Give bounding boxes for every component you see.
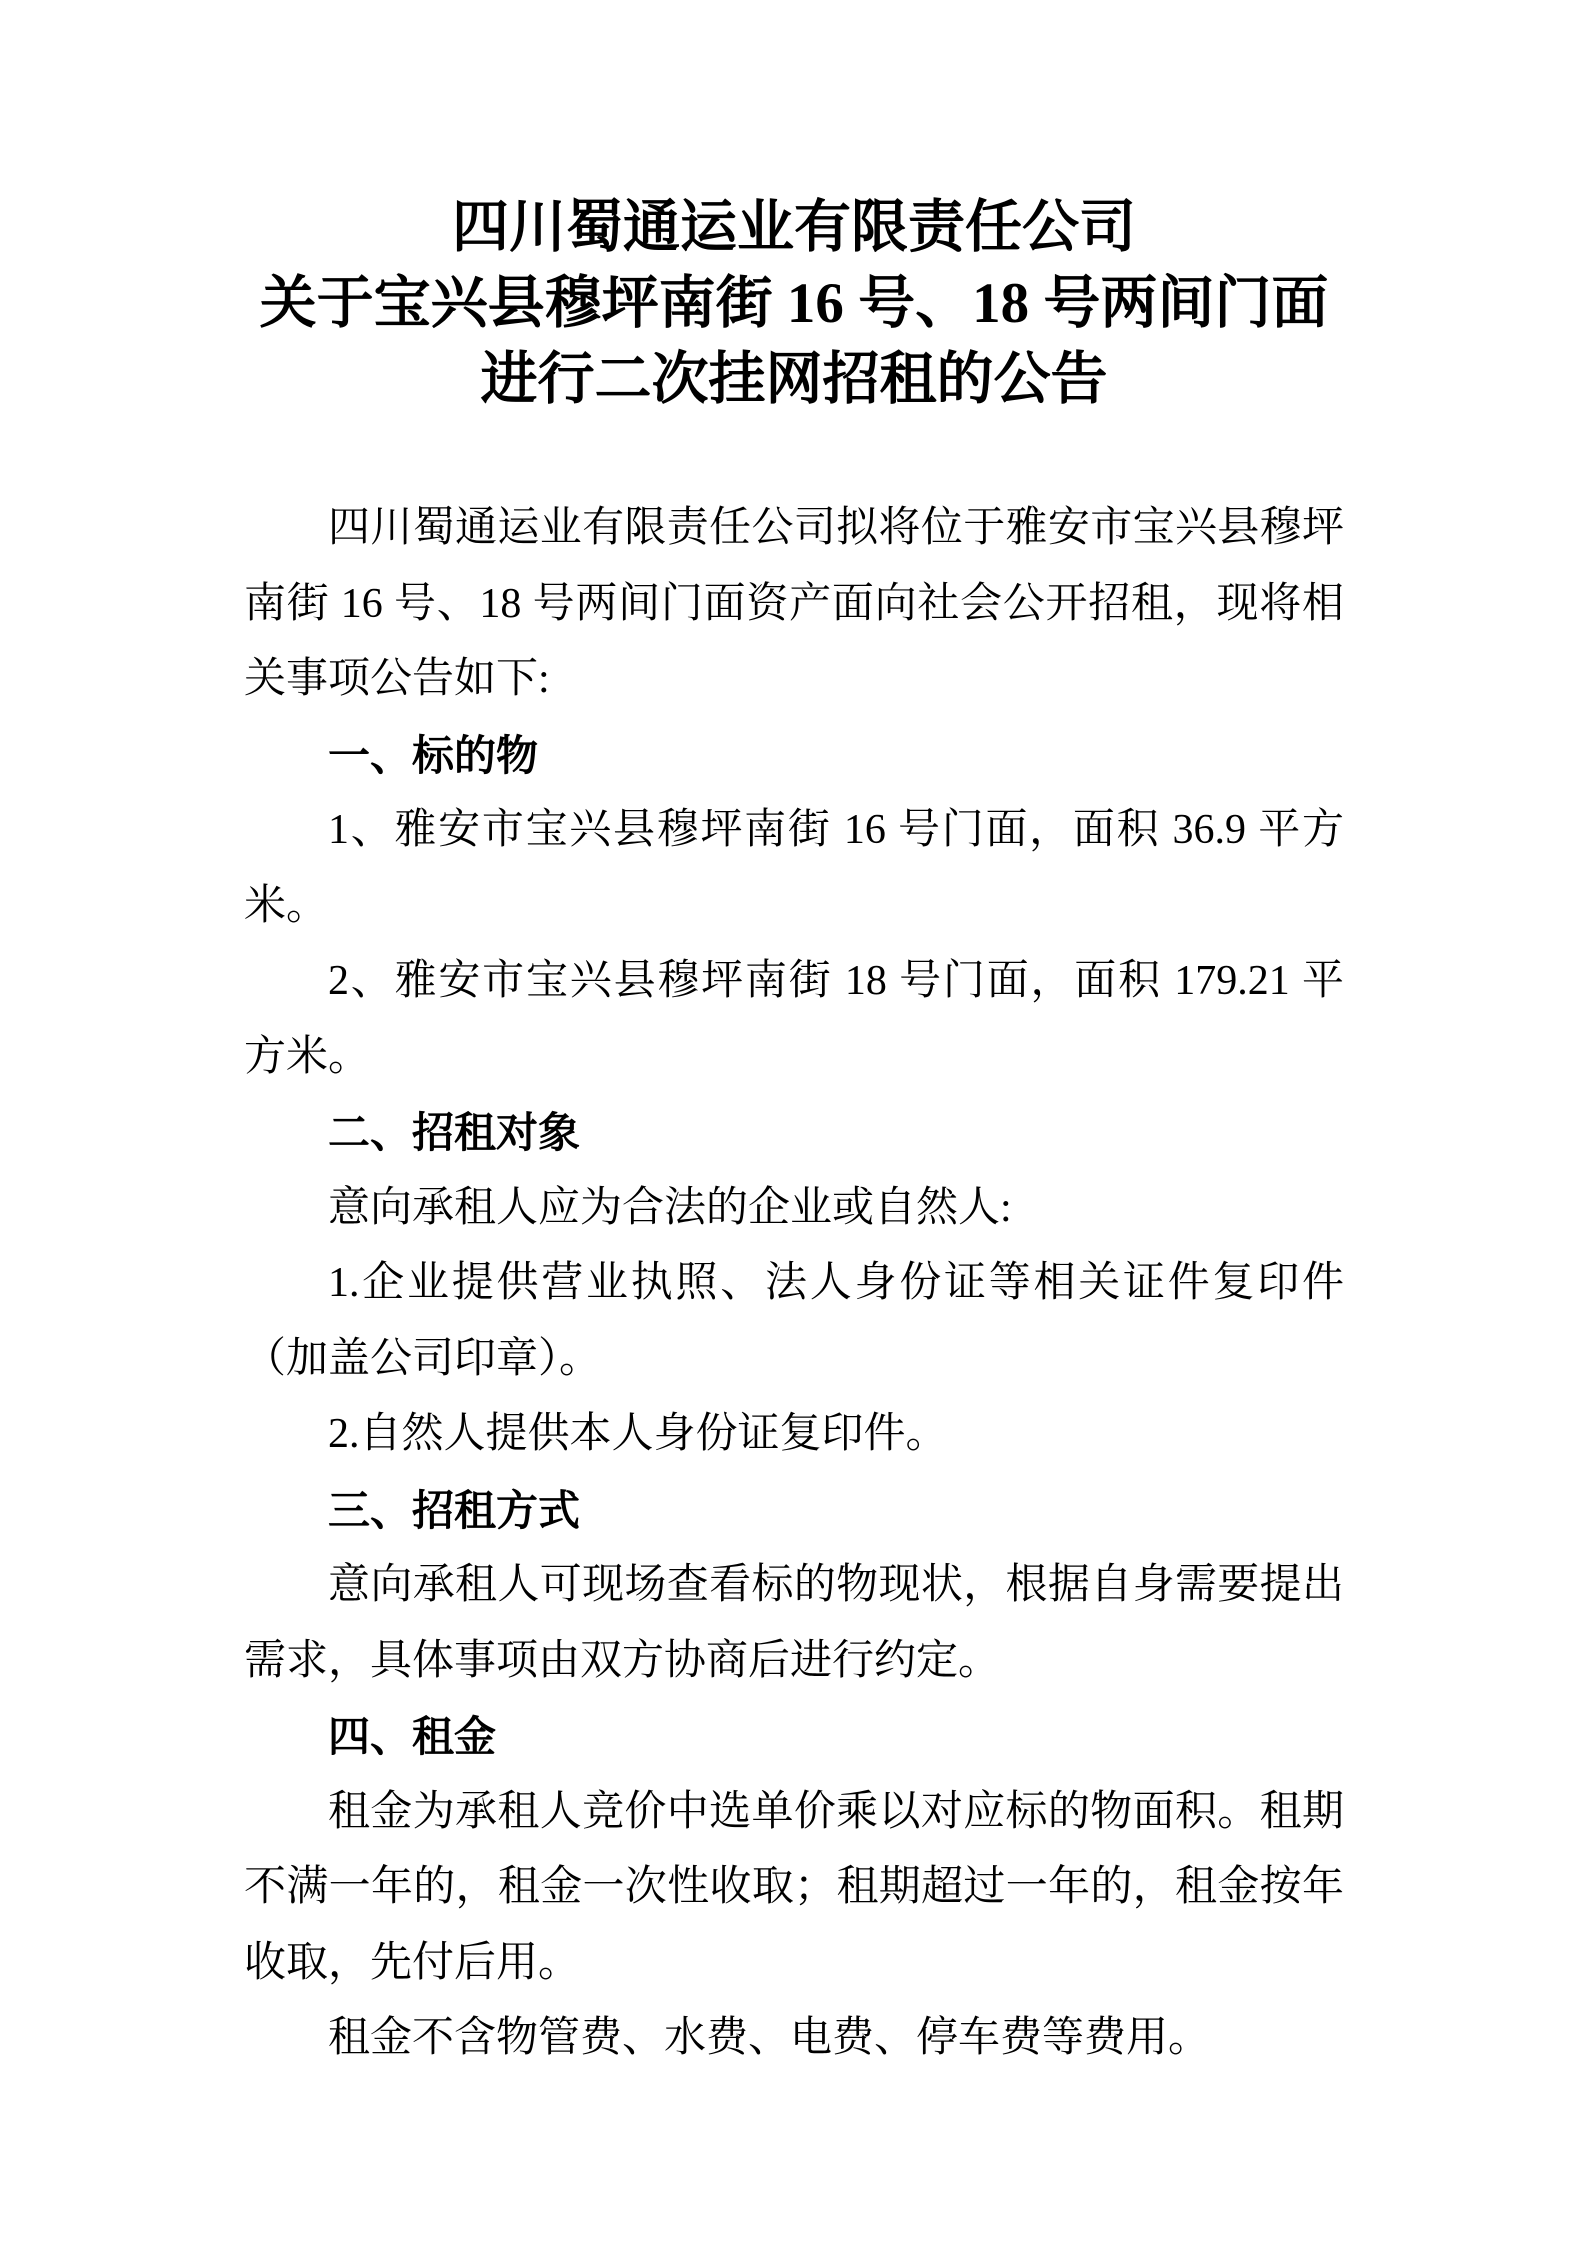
target-lessees-item-2: 2.自然人提供本人身份证复印件。: [328, 1411, 948, 1457]
section-heading-subject: 一、标的物: [328, 731, 539, 779]
section-heading-rent: 四、租金: [328, 1713, 497, 1760]
subject-item-2: 2、雅安市宝兴县穆坪南街 18 号门面，面积 179.21 平方米。: [244, 958, 1344, 1080]
subject-item-1: 1、雅安市宝兴县穆坪南街 16 号门面，面积 36.9 平方米。: [244, 807, 1344, 929]
document-title-line-1: 四川蜀通运业有限责任公司: [452, 196, 1136, 259]
rent-paragraph-1: 租金为承租人竞价中选单价乘以对应标的物面积。租期不满一年的，租金一次性收取；租期超过一年的，租金按年收取，先付后用。: [244, 1788, 1344, 1986]
section-heading-target-lessees: 二、招租对象: [328, 1109, 581, 1156]
document-title: [244, 190, 1344, 418]
document-title-line-3: 进行二次挂网招租的公告: [480, 348, 1108, 411]
document-title-line-2: 关于宝兴县穆坪南街 16 号、18 号两间门面: [259, 272, 1329, 335]
target-lessees-intro: 意向承租人应为合法的企业或自然人:: [328, 1184, 1012, 1231]
section-heading-leasing-method: 三、招租方式: [328, 1486, 581, 1534]
target-lessees-item-1: 1.企业提供营业执照、法人身份证等相关证件复印件（加盖公司印章）。: [244, 1260, 1344, 1382]
intro-paragraph: 四川蜀通运业有限责任公司拟将位于雅安市宝兴县穆坪南街 16 号、18 号两间门面资产面向社会公开招租，现将相关事项公告如下:: [244, 505, 1344, 702]
rent-paragraph-2: 租金不含物管费、水费、电费、停车费等费用。: [328, 2015, 1211, 2061]
leasing-method-paragraph: 意向承租人可现场查看标的物现状，根据自身需要提出需求，具体事项由双方协商后进行约定。: [244, 1562, 1344, 1684]
